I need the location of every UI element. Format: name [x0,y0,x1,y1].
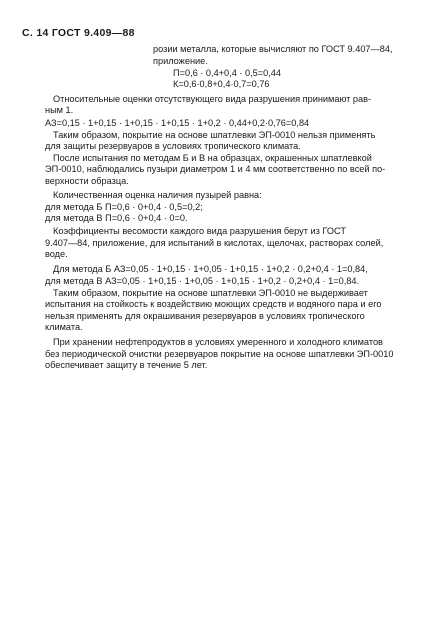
text-line: приложение. [153,56,208,66]
text-line: испытания на стойкость к воздействию моющих средств и водяного пара и его [45,299,382,309]
text-line: Таким образом, покрытие на основе шпатлевки ЭП-0010 нельзя применять [53,130,376,140]
text-line: ЭП-0010, наблюдались пузыри диаметром 1 и 4 мм соответственно по всей по- [45,164,386,174]
formula-line: АЗ=0,15 · 1+0,15 · 1+0,15 · 1+0,15 · 1+0,2 · 0,44+0,2·0,76=0,84 [45,118,310,128]
page-header: С. 14 ГОСТ 9.409—88 [22,27,135,39]
text-line: 9.407—84, приложение, для испытаний в кислотах, щелочах, растворах солей, [45,238,384,248]
formula-line: Для метода Б АЗ=0,05 · 1+0,15 · 1+0,05 · 1+0,15 · 1+0,2 · 0,2+0,4 · 1=0,84, [53,264,368,274]
text-line: обеспечивает защиту в течение 5 лет. [45,360,208,370]
text-line: При хранении нефтепродуктов в условиях умеренного и холодного климатов [53,337,383,347]
text-line: воде. [45,249,68,259]
text-line: климата. [45,322,83,332]
text-line: без периодической очистки резервуаров покрытие на основе шпатлевки ЭП-0010 [45,349,394,359]
text-line: После испытания по методам Б и В на образцах, окрашенных шпатлевкой [53,153,372,163]
text-line: Коэффициенты весомости каждого вида разрушения берут из ГОСТ [53,226,346,236]
text-line: для защиты резервуаров в условиях тропического климата. [45,141,301,151]
formula-line: для метода В АЗ=0,05 · 1+0,15 · 1+0,05 · 1+0,15 · 1+0,2 · 0,2+0,4 · 1=0,84. [45,276,360,286]
text-line: нельзя применять для окрашивания резервуаров в условиях тропического [45,311,365,321]
text-line: ным 1. [45,105,74,115]
formula-line: для метода В П=0,6 · 0+0,4 · 0=0. [45,213,188,223]
text-line: Таким образом, покрытие на основе шпатлевки ЭП-0010 не выдерживает [53,288,368,298]
text-line: Количественная оценка наличия пузырей равна: [53,190,262,200]
text-line: розии металла, которые вычисляют по ГОСТ 9.407—84, [153,44,393,54]
formula-line: П=0,6 · 0,4+0,4 · 0,5=0,44 [173,68,281,78]
text-line: Относительные оценки отсутствующего вида разрушения принимают рав- [53,94,372,104]
text-line: верхности образца. [45,176,129,186]
formula-line: для метода Б П=0,6 · 0+0,4 · 0,5=0,2; [45,202,203,212]
formula-line: К=0,6·0,8+0,4·0,7=0,76 [173,79,270,89]
